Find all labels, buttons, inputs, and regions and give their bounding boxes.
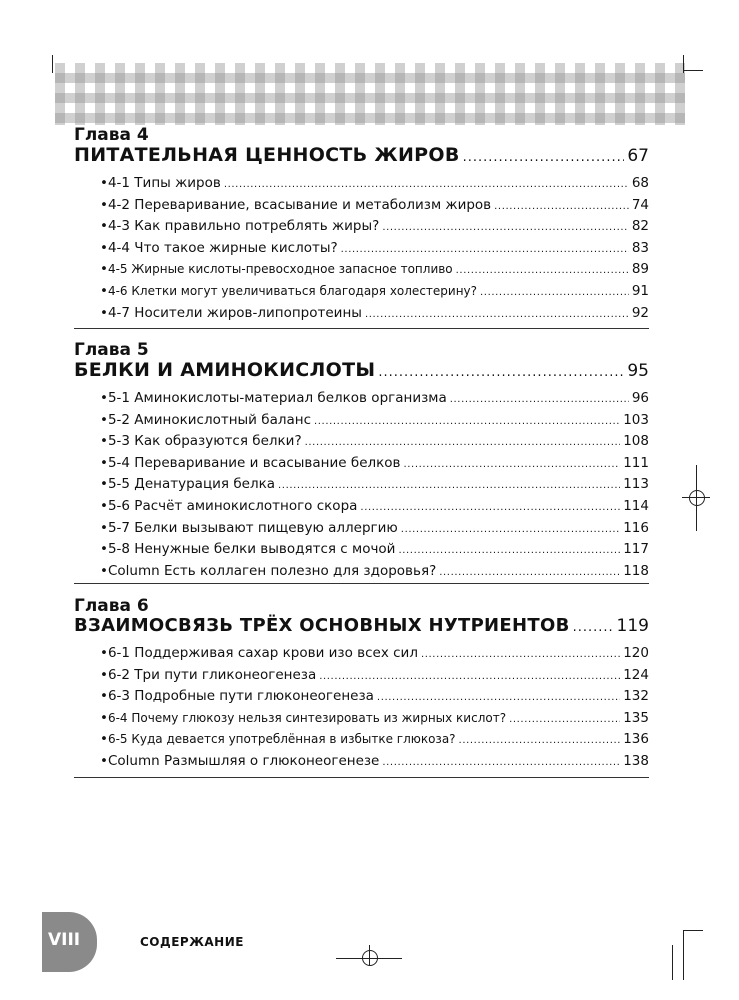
toc-entry-text: 5-5 Денатурация белка xyxy=(107,476,276,493)
toc-entry-page: 91 xyxy=(631,282,649,299)
chapter-4 xyxy=(74,126,649,326)
toc-entry-page: 114 xyxy=(623,497,649,514)
toc-entry[interactable] xyxy=(74,710,649,732)
toc-entry-page: 113 xyxy=(623,476,649,493)
toc-entry[interactable] xyxy=(74,390,649,412)
chapter-title: ПИТАТЕЛЬНАЯ ЦЕННОСТЬ ЖИРОВ xyxy=(74,144,460,166)
chapter-label: Глава 4 xyxy=(74,125,149,145)
chapter-title-row[interactable] xyxy=(74,359,649,381)
bullet: • xyxy=(100,304,108,321)
toc-entry[interactable] xyxy=(74,175,649,197)
leader-dots xyxy=(314,416,620,427)
bullet: • xyxy=(100,261,108,278)
toc-entry-page: 111 xyxy=(623,454,649,471)
page-number: VIII xyxy=(48,930,81,950)
toc-entry-page: 132 xyxy=(623,688,649,705)
bullet: • xyxy=(100,688,108,705)
registration-mark-right-h xyxy=(682,497,710,498)
leader-dots xyxy=(398,545,620,556)
toc-entry-page: 135 xyxy=(623,709,649,726)
leader-dots xyxy=(463,150,625,165)
bullet: • xyxy=(100,709,108,726)
chapter-title-row[interactable] xyxy=(74,615,649,636)
toc-entry[interactable] xyxy=(74,731,649,753)
crop-mark-top-right-h xyxy=(683,70,703,71)
toc-entry-text: 6-2 Три пути гликонеогенеза xyxy=(107,666,317,683)
toc-entry-page: 96 xyxy=(631,390,649,406)
toc-entry[interactable] xyxy=(74,753,649,775)
toc-entry-text: 4-6 Клетки могут увеличиваться благодаря холестерину? xyxy=(107,283,478,298)
toc-entry-page: 103 xyxy=(623,411,649,428)
toc-entry[interactable] xyxy=(74,645,649,667)
toc-entry-text: 5-3 Как образуются белки? xyxy=(107,433,302,450)
toc-entry-text: 6-3 Подробные пути глюконеогенеза xyxy=(107,688,374,705)
chapter-page-number: 67 xyxy=(627,146,649,166)
toc-entry[interactable] xyxy=(74,520,649,542)
toc-entry-text: 5-4 Переваривание и всасывание белков xyxy=(107,454,401,471)
bullet: • xyxy=(100,497,108,514)
crop-mark-bottom-right-v1 xyxy=(683,930,684,980)
leader-dots xyxy=(382,222,628,233)
chapter-page-number: 119 xyxy=(616,616,649,636)
leader-dots xyxy=(319,671,620,682)
bullet: • xyxy=(100,562,108,579)
toc-entry[interactable] xyxy=(74,563,649,585)
toc-entries xyxy=(74,645,649,775)
leader-dots xyxy=(365,309,629,320)
chapter-label: Глава 6 xyxy=(74,596,149,616)
bullet: • xyxy=(100,752,108,769)
crop-mark-top-left xyxy=(52,55,53,73)
leader-dots xyxy=(382,757,620,768)
toc-entry-page: 92 xyxy=(631,304,649,321)
leader-dots xyxy=(377,692,620,703)
toc-entry-text: 6-4 Почему глюкозу нельзя синтезировать из жирных кислот? xyxy=(107,710,507,725)
leader-dots xyxy=(305,437,621,448)
bullet: • xyxy=(100,239,108,256)
toc-entry-text: 4-7 Носители жиров-липопротеины xyxy=(107,304,362,321)
toc-entry-page: 118 xyxy=(623,562,649,579)
bullet: • xyxy=(100,175,108,191)
toc-entry-text: 5-2 Аминокислотный баланс xyxy=(107,411,311,428)
toc-entry-page: 68 xyxy=(631,175,649,191)
toc-entry[interactable] xyxy=(74,283,649,305)
bullet: • xyxy=(100,666,108,683)
toc-entry[interactable] xyxy=(74,305,649,327)
toc-entry-text: 5-1 Аминокислоты-материал белков организма xyxy=(107,390,447,406)
bullet: • xyxy=(100,218,108,235)
toc-entry-page: 117 xyxy=(623,541,649,558)
registration-mark-bottom-v xyxy=(369,945,370,965)
bullet: • xyxy=(100,196,108,213)
bullet: • xyxy=(100,282,108,299)
toc-entry-text: 6-5 Куда девается употреблённая в избытке глюкоза? xyxy=(107,732,456,747)
leader-dots xyxy=(360,502,620,513)
toc-entry-page: 89 xyxy=(631,261,649,278)
bullet: • xyxy=(100,433,108,450)
chapter-page-number: 95 xyxy=(627,361,649,381)
toc-entry[interactable] xyxy=(74,667,649,689)
leader-dots xyxy=(341,244,629,255)
footer-section-title: СОДЕРЖАНИЕ xyxy=(140,935,244,949)
leader-dots xyxy=(450,394,629,405)
toc-entry-text: 5-8 Ненужные белки выводятся с мочой xyxy=(107,541,396,558)
leader-dots xyxy=(494,201,629,212)
toc-entry[interactable] xyxy=(74,412,649,434)
toc-entry-text: Column Есть коллаген полезно для здоровья? xyxy=(107,562,437,579)
leader-dots xyxy=(404,459,621,470)
bullet: • xyxy=(100,645,108,661)
toc-entry-page: 116 xyxy=(623,519,649,536)
section-divider xyxy=(74,777,649,778)
toc-entries xyxy=(74,390,649,584)
toc-entry-text: Column Размышляя о глюконеогенезе xyxy=(107,752,380,769)
toc-entry[interactable] xyxy=(74,433,649,455)
toc-entry-page: 124 xyxy=(623,666,649,683)
toc-entry-text: 4-3 Как правильно потреблять жиры? xyxy=(107,218,380,235)
leader-dots xyxy=(421,649,620,660)
toc-entry-text: 4-1 Типы жиров xyxy=(107,175,221,191)
toc-entry-text: 4-5 Жирные кислоты-превосходное запасное топливо xyxy=(107,262,453,277)
toc-entry-text: 4-4 Что такое жирные кислоты? xyxy=(107,239,338,256)
toc-entry-text: 4-2 Переваривание, всасывание и метаболизм жиров xyxy=(107,196,492,213)
crop-mark-bottom-right-v2 xyxy=(672,945,673,980)
bullet: • xyxy=(100,541,108,558)
toc-entry[interactable] xyxy=(74,476,649,498)
crop-mark-bottom-right-h xyxy=(683,930,703,931)
toc-entry-page: 83 xyxy=(631,239,649,256)
section-divider xyxy=(74,328,649,329)
registration-mark-right-circle xyxy=(689,490,705,506)
toc-entry-page: 136 xyxy=(623,731,649,748)
bullet: • xyxy=(100,390,108,406)
toc-entries xyxy=(74,175,649,326)
toc-entry[interactable] xyxy=(74,261,649,283)
leader-dots xyxy=(224,179,629,190)
toc-entry-page: 74 xyxy=(631,196,649,213)
toc-entry[interactable] xyxy=(74,498,649,520)
bullet: • xyxy=(100,519,108,536)
page-number-tab xyxy=(42,912,97,972)
toc-entry[interactable] xyxy=(74,218,649,240)
bullet: • xyxy=(100,454,108,471)
leader-dots xyxy=(278,480,620,491)
bullet: • xyxy=(100,411,108,428)
leader-dots xyxy=(439,567,620,578)
checkered-header-band xyxy=(55,63,685,125)
toc-entry-page: 120 xyxy=(623,645,649,661)
registration-mark-bottom-circle xyxy=(362,950,378,966)
toc-entry[interactable] xyxy=(74,197,649,219)
toc-entry-text: 6-1 Поддерживая сахар крови изо всех сил xyxy=(107,645,418,661)
section-divider xyxy=(74,583,649,584)
chapter-label: Глава 5 xyxy=(74,340,149,360)
toc-entry[interactable] xyxy=(74,688,649,710)
chapter-title: БЕЛКИ И АМИНОКИСЛОТЫ xyxy=(74,359,376,381)
leader-dots xyxy=(401,524,620,535)
toc-entry-text: 5-6 Расчёт аминокислотного скора xyxy=(107,497,358,514)
leader-dots xyxy=(573,620,614,635)
toc-entry[interactable] xyxy=(74,240,649,262)
bullet: • xyxy=(100,476,108,493)
chapter-title: ВЗАИМОСВЯЗЬ ТРЁХ ОСНОВНЫХ НУТРИЕНТОВ xyxy=(74,615,570,636)
toc-entry-text: 5-7 Белки вызывают пищевую аллергию xyxy=(107,519,398,536)
leader-dots xyxy=(509,714,620,725)
leader-dots xyxy=(459,735,621,746)
toc-entry-page: 82 xyxy=(631,218,649,235)
toc-entry-page: 138 xyxy=(623,752,649,769)
chapter-5 xyxy=(74,341,649,584)
leader-dots xyxy=(456,265,629,276)
leader-dots xyxy=(480,287,629,298)
chapter-title-row[interactable] xyxy=(74,144,649,166)
toc-entry[interactable] xyxy=(74,541,649,563)
toc-entry[interactable] xyxy=(74,455,649,477)
bullet: • xyxy=(100,731,108,748)
toc-entry-page: 108 xyxy=(623,433,649,450)
chapter-6 xyxy=(74,597,649,775)
leader-dots xyxy=(378,365,624,380)
